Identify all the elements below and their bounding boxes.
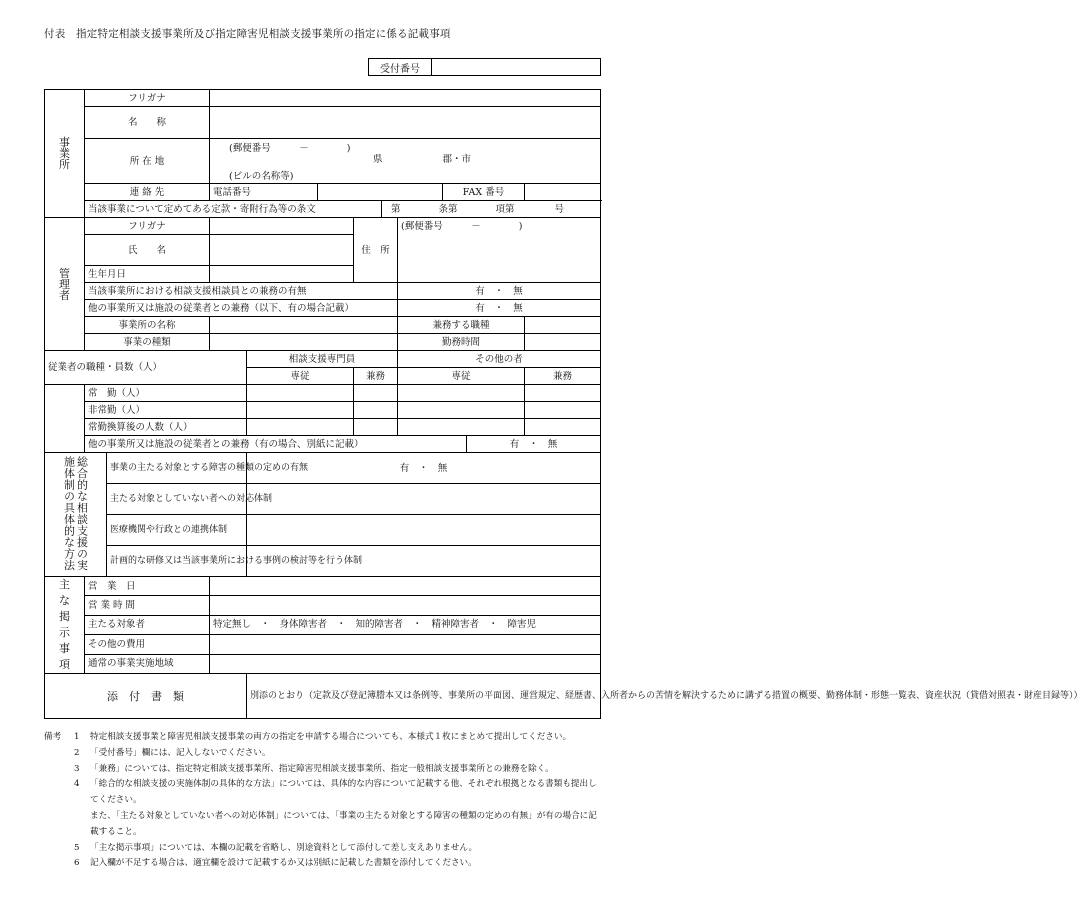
staff-blank-cell [45,385,85,453]
support-system-row-label: 医療機関や行政との連携体制 [107,515,247,546]
main-target-choice[interactable]: 特定無し ・ 身体障害者 ・ 知的障害者 ・ 精神障害者 ・ 障害児 [210,615,601,634]
statute-label: 当該事業について定めてある定款・寄附行為等の条文 [85,201,382,218]
note-item: 3 「兼務」については、指定特定相談支援事業所、指定障害児相談支援事業所、指定一般相談支援事業所との兼務を除く。 [74,763,554,774]
staff-other-fulltime-header: 専従 [398,368,525,385]
note-item: 5 「主な掲示事項」については、本欄の記載を省略し、別途資料として添付して差し支えありません。 [74,842,478,853]
support-system-row-label: 計画的な研修又は当該事業所における事例の検討等を行う体制 [107,546,247,577]
office-section-label: 事 業 所 [45,90,85,218]
manager-name-field[interactable] [210,235,354,266]
other-fees-field[interactable] [210,635,601,654]
manager-facility-type-field[interactable] [210,334,398,351]
manager-birthdate-field[interactable] [210,266,354,283]
business-hours-label: 営 業 時 間 [85,596,210,615]
attachments-text: 別添のとおり（定款及び登記簿謄本又は条例等、事業所の平面図、運営規定、経歴書、入所者からの苦情を解決するために講ずる措置の概要、勤務体制・形態一覧表、資産状況（貸借対照表・財産目録等）） [247,674,601,719]
receipt-number-field[interactable] [432,59,600,75]
manager-address-field[interactable]: (郵便番号 － ) [398,218,601,283]
manager-facility-name-field[interactable] [210,317,398,334]
attachments-label: 添 付 書 類 [45,674,247,719]
business-days-label: 営 業 日 [85,577,210,596]
staff-header-label: 従業者の職種・員数（人） [45,351,247,385]
main-target-label: 主たる対象者 [85,615,210,634]
staff-cell[interactable] [398,385,525,402]
notes-section [44,730,600,872]
staff-cell[interactable] [525,402,601,419]
support-system-row-label: 事業の主たる対象とする障害の種類の定めの有無 [107,453,247,484]
support-system-row-label: 主たる対象としていない者への対応体制 [107,484,247,515]
office-furigana-label: フリガナ [85,90,210,107]
support-system-section-label: 総合的な相談支援の実施体制の具体的な方法 [45,453,107,577]
service-area-label: 通常の事業実施地域 [85,654,210,673]
note-item: 備考 1 特定相談支援事業と障害児相談支援事業の両方の指定を申請する場合についても、本様式１枚にまとめて提出してください。 [44,730,600,746]
business-hours-field[interactable] [210,596,601,615]
staff-other-concurrent-header: 兼務 [525,368,601,385]
manager-concurrent-other-choice[interactable]: 有 ・ 無 [398,300,601,317]
notes-heading: 備考 [44,732,62,742]
staff-cell[interactable] [525,419,601,436]
manager-section-label: 管 理 者 [45,218,85,351]
manager-address-label: 住 所 [354,218,398,283]
manager-facility-name-label: 事業所の名称 [85,317,210,334]
other-fees-label: その他の費用 [85,635,210,654]
disability-type-choice[interactable]: 有 ・ 無 [247,453,601,484]
staff-cell[interactable] [354,402,398,419]
office-name-field[interactable] [210,107,601,139]
staff-cell[interactable] [398,419,525,436]
manager-concurrent-job-label: 兼務する職種 [398,317,525,334]
staff-concurrent-other-choice[interactable]: 有 ・ 無 [467,436,601,453]
staff-cell[interactable] [525,385,601,402]
note-item: 2 「受付番号」欄には、記入しないでください。 [74,747,271,758]
application-form-table [44,89,1083,719]
staff-group-other: その他の者 [398,351,601,368]
staff-row-label: 常勤換算後の人数（人） [85,419,247,436]
manager-concurrent-staff-label: 当該事業所における相談支援相談員との兼務の有無 [85,283,398,300]
staff-row-label: 常 勤（人） [85,385,247,402]
staff-concurrent-other-label: 他の事業所又は施設の従業者との兼務（有の場合、別紙に記載） [85,436,467,453]
receipt-number-box [368,58,601,76]
manager-concurrent-job-field[interactable] [525,317,601,334]
receipt-number-label: 受付番号 [369,59,432,75]
manager-concurrent-other-label: 他の事業所又は施設の従業者との兼務（以下、有の場合記載） [85,300,398,317]
note-item: 6 記入欄が不足する場合は、適宜欄を設けて記載するか又は別紙に記載した書類を添付してください。 [74,858,477,869]
manager-concurrent-staff-choice[interactable]: 有 ・ 無 [398,283,601,300]
business-days-field[interactable] [210,577,601,596]
manager-name-label: 氏 名 [85,235,210,266]
staff-consultant-fulltime-header: 専従 [247,368,354,385]
office-phone-label: 電話番号 [210,184,318,201]
note-item: また、「主たる対象としていない者への対応体制」については、「事業の主たる対象とする障害の種類の定めの有無」が有の場合に記載すること。 [90,810,597,837]
staff-cell[interactable] [247,419,354,436]
staff-cell[interactable] [247,402,354,419]
support-system-field[interactable] [247,484,601,515]
office-fax-field[interactable] [525,184,601,201]
manager-work-hours-label: 勤務時間 [398,334,525,351]
staff-consultant-concurrent-header: 兼務 [354,368,398,385]
staff-cell[interactable] [247,385,354,402]
office-address-field[interactable]: (郵便番号 － ) 県 郡・市 [210,139,601,170]
office-furigana-field[interactable] [210,90,601,107]
staff-cell[interactable] [398,402,525,419]
manager-furigana-label: フリガナ [85,218,210,235]
form-title: 付表 指定特定相談支援事業所及び指定障害児相談支援事業所の指定に係る記載事項 [44,28,451,40]
office-fax-label: FAX 番号 [443,184,525,201]
office-contact-label: 連 絡 先 [85,184,210,201]
manager-facility-type-label: 事業の種類 [85,334,210,351]
service-area-field[interactable] [210,654,601,673]
staff-group-consultant: 相談支援専門員 [247,351,398,368]
office-name-label: 名 称 [85,107,210,139]
statute-field[interactable]: 第 条第 項第 号 [382,201,601,218]
manager-work-hours-field[interactable] [525,334,601,351]
notice-section-label: 主 な 掲 示 事 項 [45,577,85,674]
manager-birthdate-label: 生年月日 [85,266,210,283]
staff-row-label: 非常勤（人） [85,402,247,419]
office-phone-field[interactable] [318,184,443,201]
office-building-field[interactable]: (ビルの名称等) [210,169,601,184]
note-item: 4 「総合的な相談支援の実施体制の具体的な方法」については、具体的な内容について記載する他、それぞれ根拠となる書類も提出してください。 [74,779,597,806]
manager-furigana-field[interactable] [210,218,354,235]
support-system-field[interactable] [247,515,601,546]
staff-cell[interactable] [354,419,398,436]
staff-cell[interactable] [354,385,398,402]
office-address-label: 所 在 地 [85,139,210,184]
